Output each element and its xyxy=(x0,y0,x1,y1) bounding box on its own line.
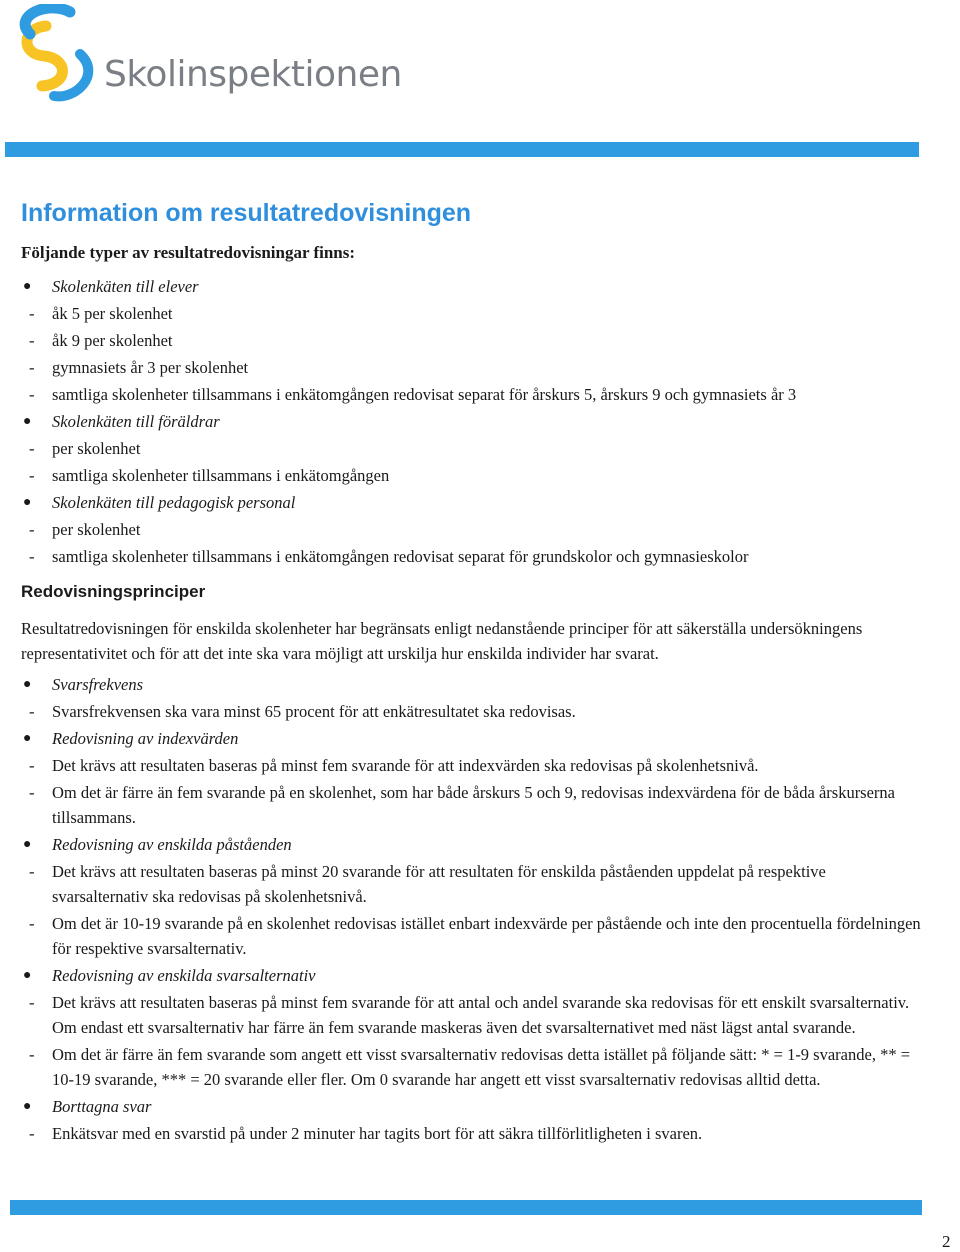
dash-marker: - xyxy=(29,304,35,323)
list-item-text: per skolenhet xyxy=(52,439,141,458)
list-item xyxy=(21,436,921,461)
list-item xyxy=(21,544,921,569)
list-item-text: Det krävs att resultaten baseras på minst fem svarande för att indexvärden ska redovisas på skolenhetsnivå. xyxy=(52,756,759,775)
list-heading-text: Skolenkäten till pedagogisk personal xyxy=(52,493,296,512)
dash-marker: - xyxy=(29,520,35,539)
principles-heading: Redovisningsprinciper xyxy=(21,582,206,601)
list-item-text: samtliga skolenheter tillsammans i enkätomgången xyxy=(52,466,390,485)
dash-marker: - xyxy=(29,385,35,404)
list-item xyxy=(21,990,921,1040)
list-heading-item xyxy=(21,672,921,697)
list-item-text: samtliga skolenheter tillsammans i enkätomgången redovisat separat för årskurs 5, årskurs 9 och gymnasiets år 3 xyxy=(52,385,797,404)
list-heading-text: Svarsfrekvens xyxy=(52,675,144,694)
bullet-marker: ● xyxy=(23,279,32,294)
logo-emblem-icon xyxy=(8,4,118,104)
list-item-text: Om det är färre än fem svarande som angett ett visst svarsalternativ redovisas detta istället på följande sätt: * = 1-9 svarande, ** = 10-19 svarande, *** = 20 svarande eller fler. Om 0 svarande har angett ett visst svarsalternativ redovisas alltid detta. xyxy=(52,1045,910,1089)
list-heading-item xyxy=(21,274,921,299)
list-heading-item xyxy=(21,1094,921,1119)
intro-text: Följande typer av resultatredovisningar finns: xyxy=(21,243,356,262)
dash-marker: - xyxy=(29,466,35,485)
list-item-text: Om det är färre än fem svarande på en skolenhet, som har både årskurs 5 och 9, redovisas indexvärdena för de båda årskurserna tillsammans. xyxy=(52,783,895,827)
principles-list xyxy=(21,672,921,1146)
dash-marker: - xyxy=(29,756,35,775)
list-heading-text: Skolenkäten till föräldrar xyxy=(52,412,220,431)
list-item xyxy=(21,911,921,961)
bullet-marker: ● xyxy=(23,837,32,852)
dash-marker: - xyxy=(29,783,35,802)
dash-marker: - xyxy=(29,914,35,933)
list-heading-item xyxy=(21,409,921,434)
list-item-text: Om det är 10-19 svarande på en skolenhet redovisas istället enbart indexvärde per påstående och inte den procentuella fördelningen för respektive svarsalternativ. xyxy=(52,914,921,958)
dash-marker: - xyxy=(29,702,35,721)
dash-marker: - xyxy=(29,993,35,1012)
list-item xyxy=(21,1042,921,1092)
dash-marker: - xyxy=(29,358,35,377)
list-item-text: samtliga skolenheter tillsammans i enkätomgången redovisat separat för grundskolor och gymnasieskolor xyxy=(52,547,749,566)
dash-marker: - xyxy=(29,439,35,458)
list-item-text: Enkätsvar med en svarstid på under 2 minuter har tagits bort för att säkra tillförlitligheten i svaren. xyxy=(52,1124,703,1143)
principles-intro: Resultatredovisningen för enskilda skolenheter har begränsats enligt nedanstående principer för att säkerställa undersökningens representativitet och för att det inte ska vara möjligt att urskilja hur enskilda individer har svarat. xyxy=(21,619,863,663)
logo-wordmark: Skolinspektionen xyxy=(104,54,402,95)
page-number: 2 xyxy=(942,1232,951,1251)
footer-divider-bar xyxy=(10,1200,922,1215)
dash-marker: - xyxy=(29,862,35,881)
list-heading-item xyxy=(21,726,921,751)
list-item-text: åk 5 per skolenhet xyxy=(52,304,173,323)
dash-marker: - xyxy=(29,1124,35,1143)
list-item xyxy=(21,517,921,542)
bullet-marker: ● xyxy=(23,968,32,983)
report-types-list xyxy=(21,274,921,569)
list-heading-item xyxy=(21,832,921,857)
bullet-marker: ● xyxy=(23,677,32,692)
document-body xyxy=(21,196,921,1148)
list-item xyxy=(21,859,921,909)
list-item xyxy=(21,328,921,353)
bullet-marker: ● xyxy=(23,731,32,746)
page-title: Information om resultatredovisningen xyxy=(21,199,472,227)
list-heading-item xyxy=(21,490,921,515)
list-item-text: Det krävs att resultaten baseras på minst fem svarande för att antal och andel svarande ska redovisas för ett enskilt svarsalternativ. Om endast ett svarsalternativ har färre än fem svarande maskeras även det svarsalternativet med näst lägst antal svarande. xyxy=(52,993,910,1037)
list-heading-text: Redovisning av enskilda svarsalternativ xyxy=(52,966,316,985)
list-heading-text: Redovisning av indexvärden xyxy=(52,729,239,748)
list-item-text: per skolenhet xyxy=(52,520,141,539)
bullet-marker: ● xyxy=(23,1099,32,1114)
list-item xyxy=(21,463,921,488)
list-item-text: Det krävs att resultaten baseras på minst 20 svarande för att resultaten för enskilda påståenden uppdelat på respektive svarsalternativ ska redovisas på skolenhetsnivå. xyxy=(52,862,826,906)
skolinspektionen-logo xyxy=(8,4,402,104)
dash-marker: - xyxy=(29,331,35,350)
list-item xyxy=(21,355,921,380)
list-item xyxy=(21,699,921,724)
list-heading-item xyxy=(21,963,921,988)
list-item xyxy=(21,301,921,326)
header-divider-bar xyxy=(5,142,919,157)
bullet-marker: ● xyxy=(23,495,32,510)
list-heading-text: Borttagna svar xyxy=(52,1097,152,1116)
dash-marker: - xyxy=(29,547,35,566)
dash-marker: - xyxy=(29,1045,35,1064)
list-item xyxy=(21,780,921,830)
list-item-text: Svarsfrekvensen ska vara minst 65 procent för att enkätresultatet ska redovisas. xyxy=(52,702,576,721)
list-heading-text: Redovisning av enskilda påståenden xyxy=(52,835,292,854)
list-item xyxy=(21,382,921,407)
bullet-marker: ● xyxy=(23,414,32,429)
list-item xyxy=(21,753,921,778)
list-item xyxy=(21,1121,921,1146)
list-heading-text: Skolenkäten till elever xyxy=(52,277,199,296)
list-item-text: åk 9 per skolenhet xyxy=(52,331,173,350)
list-item-text: gymnasiets år 3 per skolenhet xyxy=(52,358,249,377)
